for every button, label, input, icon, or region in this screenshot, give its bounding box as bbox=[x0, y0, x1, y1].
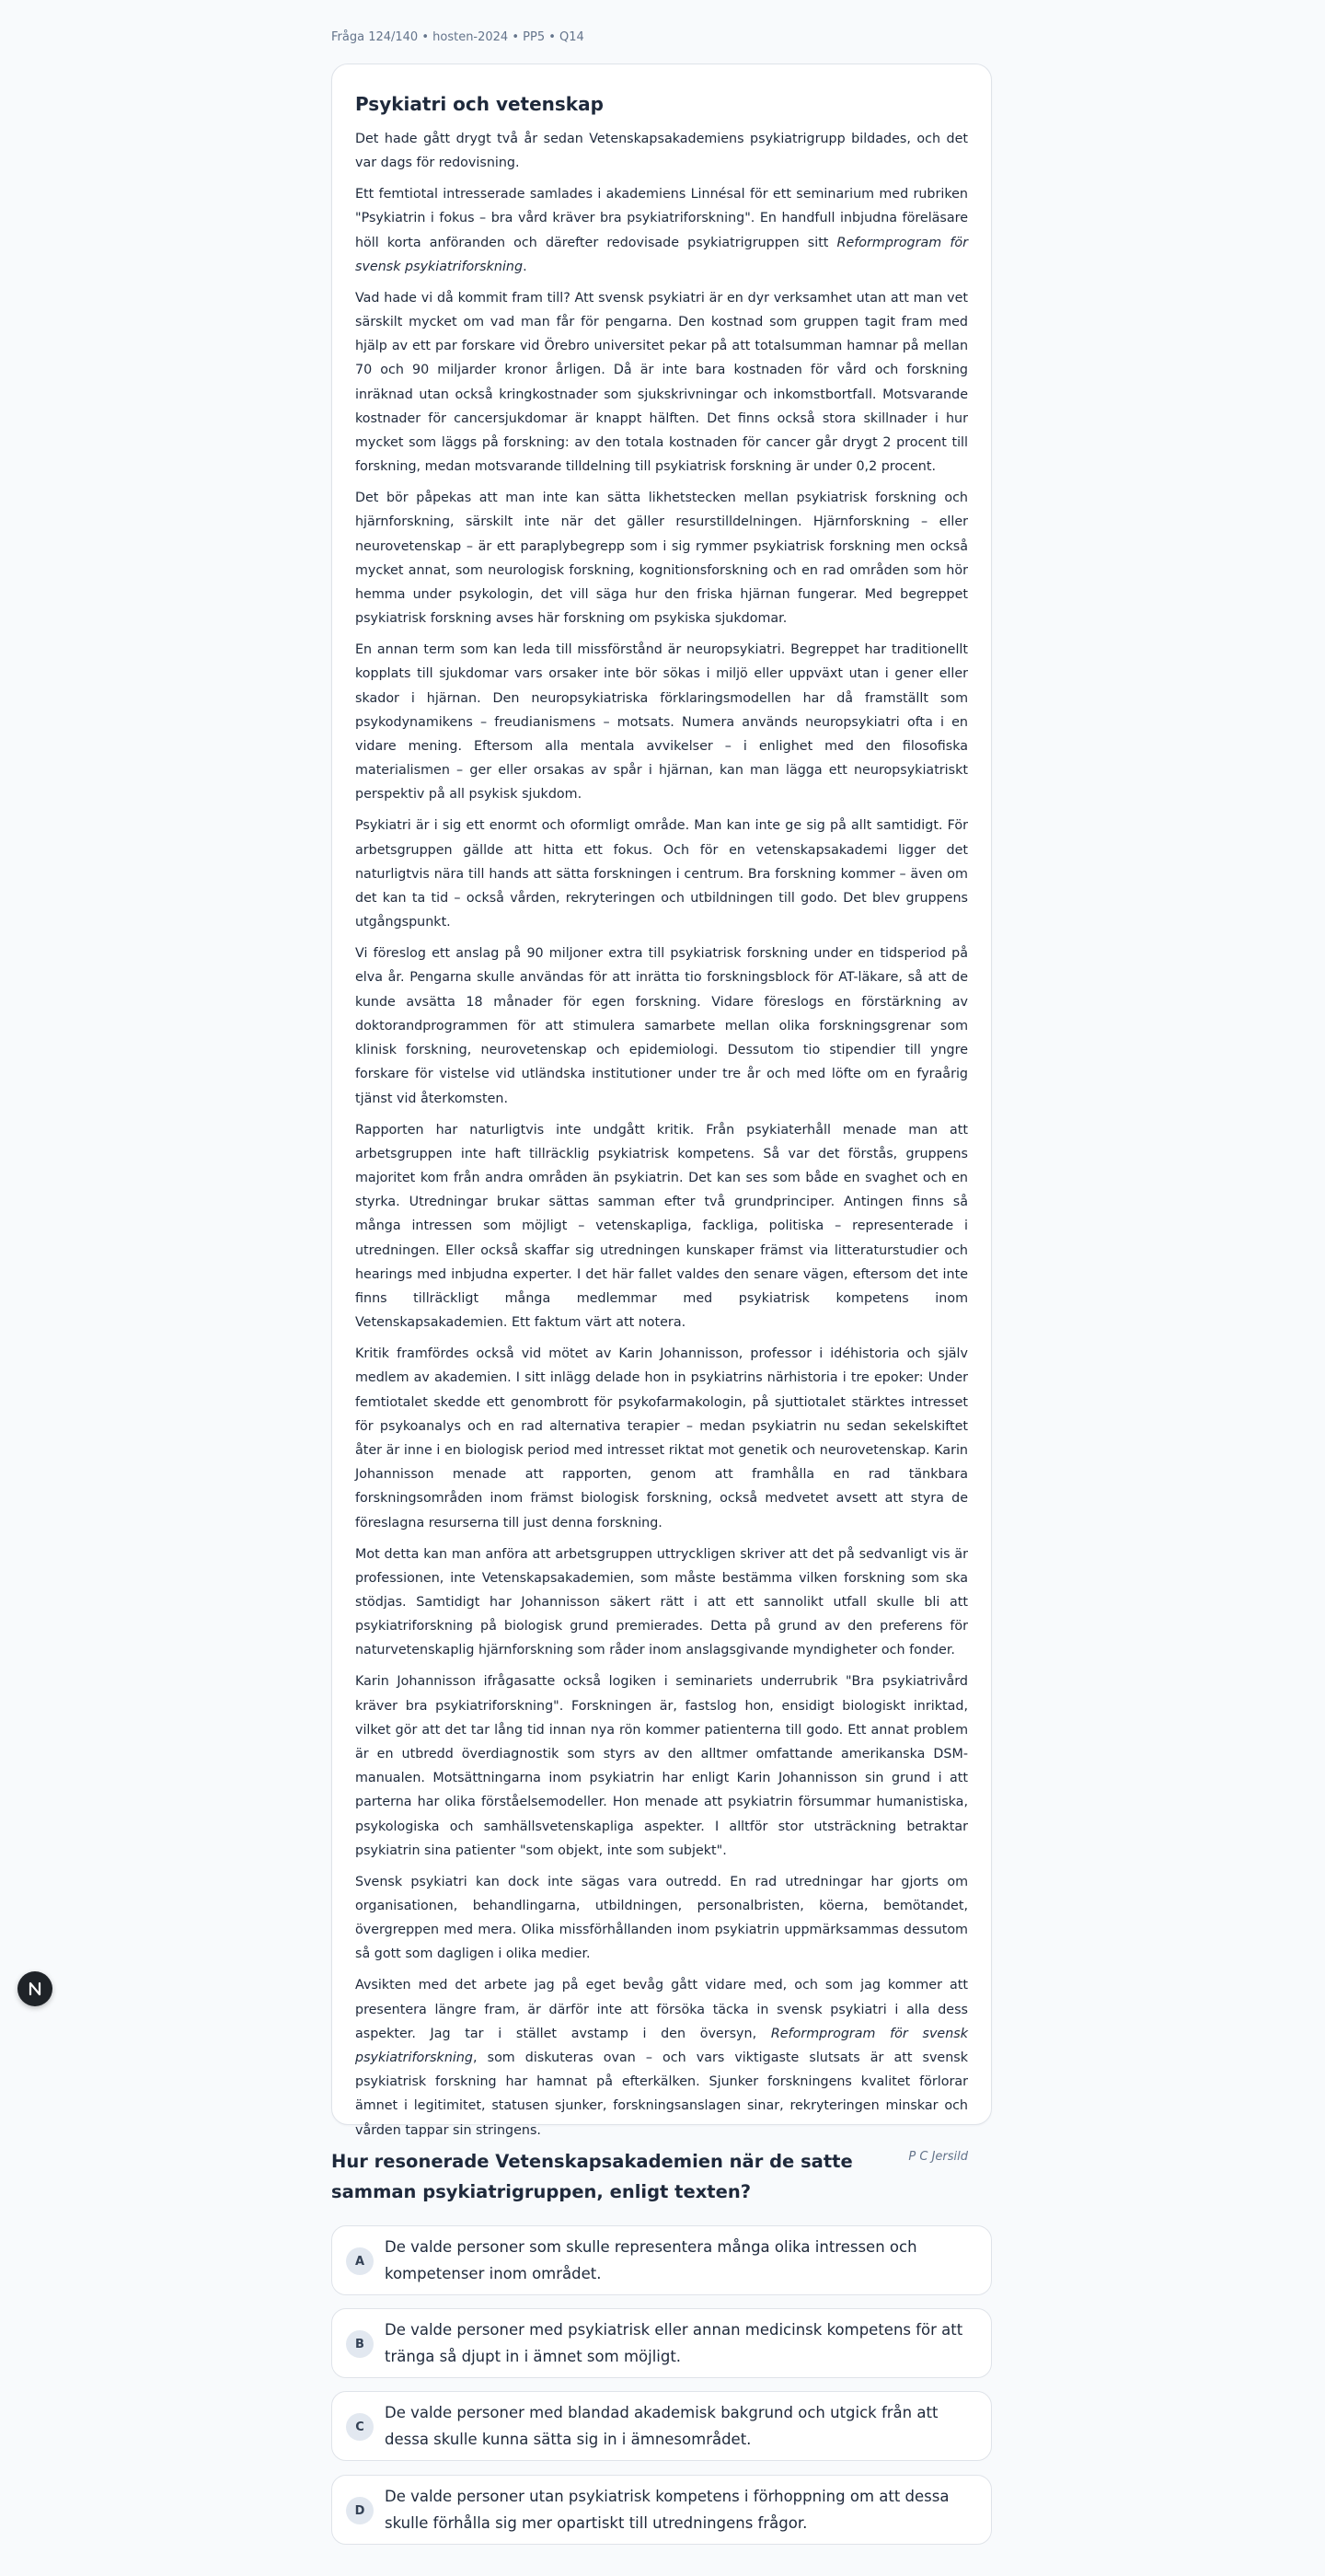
answer-option-c[interactable] bbox=[331, 2391, 992, 2461]
article-signature: P C Jersild bbox=[908, 2149, 968, 2164]
article-emphasis: Reformprogram för svensk psykiatriforskning bbox=[355, 235, 968, 274]
article-paragraph: Kritik framfördes också vid mötet av Karin Johannisson, professor i idéhistoria och själv medlem av akademien. I sitt inlägg delade hon in psykiatrins närhistoria i tre epoker: Under femtiotalet skedde ett genombrott för psykofarmakologin, på sjuttiotalet stärktes intresset för psykoanalys och en rad alternativa terapier – medan psykiatrin nu sedan sekelskiftet åter är inne i en biologisk period med intresset riktat mot genetik och neurovetenskap. Karin Johannisson menade att rapporten, genom att framhålla en rad tänkbara forskningsområden inom främst biologisk forskning, också medvetet avsett att styra de föreslagna resurserna till just denna forskning. bbox=[355, 1346, 968, 1531]
option-letter-badge: B bbox=[346, 2330, 374, 2358]
option-letter-badge: A bbox=[346, 2247, 374, 2275]
option-letter-badge: C bbox=[346, 2413, 374, 2441]
option-text: De valde personer som skulle representera många olika intressen och kompetenser inom området. bbox=[385, 2238, 917, 2282]
question-meta: Fråga 124/140 • hosten-2024 • PP5 • Q14 bbox=[331, 30, 584, 44]
article-card bbox=[331, 64, 992, 2164]
article-paragraph: Mot detta kan man anföra att arbetsgruppen uttryckligen skriver att det på sedvanligt vis är professionen, inte Vetenskapsakademien, som måste bestämma vilken forskning som ska stödjas. Samtidigt har Johannisson säkert rätt i att ett sannolikt utfall skulle bli att psykiatriforskning på biologisk grund premierades. Detta på grund av den preferens för naturvetenskaplig hjärnforskning som råder inom anslagsgivande myndigheter och fonder. bbox=[355, 1546, 968, 1658]
article-paragraph: Svensk psykiatri kan dock inte sägas vara outredd. En rad utredningar har gjorts om organisationen, behandlingarna, utbildningen, personalbristen, köerna, bemötandet, övergreppen med mera. Olika missförhållanden inom psykiatrin uppmärksammas dessutom så gott som dagligen i olika medier. bbox=[355, 1874, 968, 1962]
article-paragraph: Vad hade vi då kommit fram till? Att svensk psykiatri är en dyr verksamhet utan att man vet särskilt mycket om vad man får för pengarna. Den kostnad som gruppen tagit fram med hjälp av ett par forskare vid Örebro universitet pekar på att totalsumman hamnar på mellan 70 och 90 miljarder kronor årligen. Då är inte bara kostnaden för vård och forskning inräknad utan också kringkostnader som sjukskrivningar och inkomstbortfall. Motsvarande kostnader för cancersjukdomar är knappt hälften. Det finns också stora skillnader i hur mycket som läggs på forskning: av den totala kostnaden för cancer går drygt 2 procent till forskning, medan motsvarande tilldelning till psykiatrisk forskning är under 0,2 procent. bbox=[355, 290, 968, 475]
question-text: Hur resonerade Vetenskapsakademien när de satte samman psykiatrigruppen, enligt texten? bbox=[331, 2151, 853, 2202]
article-paragraph: Det bör påpekas att man inte kan sätta likhetstecken mellan psykiatrisk forskning och hjärnforskning, särskilt inte när det gäller resurstilldelningen. Hjärnforskning – eller neurovetenskap – är ett paraplybegrepp som i sig rymmer psykiatrisk forskning men också mycket annat, som neurologisk forskning, kognitionsforskning och en rad områden som hör hemma under psykologin, det vill säga hur den friska hjärnan fungerar. Med begreppet psykiatrisk forskning avses här forskning om psykiska sjukdomar. bbox=[355, 491, 968, 627]
article-paragraph: Psykiatri är i sig ett enormt och oformligt område. Man kan inte ge sig på allt samtidigt. För arbetsgruppen gällde att hitta ett fokus. Och för en vetenskapsakademi ligger det naturligtvis nära till hands att sätta forskningen i centrum. Bra forskning kommer – även om det kan ta tid – också vården, rekryteringen och utbildningen till godo. Det blev gruppens utgångspunkt. bbox=[355, 818, 968, 930]
n-logo-icon bbox=[26, 1980, 44, 1998]
article-emphasis: Reformprogram för svensk psykiatriforskning bbox=[355, 2026, 968, 2065]
answer-option-d[interactable] bbox=[331, 2475, 992, 2545]
article-paragraph: Rapporten har naturligtvis inte undgått kritik. Från psykiaterhåll menade man att arbetsgruppen inte haft tillräcklig psykiatrisk kompetens. Så var det förstås, gruppens majoritet kom från andra områden än psykiatrin. Det kan ses som både en svaghet och en styrka. Utredningar brukar sättas samman efter två grundprinciper. Antingen finns så många intressen som möjligt – vetenskapliga, fackliga, politiska – representerade i utredningen. Eller också skaffar sig utredningen kunskaper främst via litteraturstudier och hearings med inbjudna experter. I det här fallet valdes den senare vägen, eftersom det inte finns tillräckligt många medlemmar med psykiatrisk kompetens inom Vetenskapsakademien. Ett faktum värt att notera. bbox=[355, 1122, 968, 1331]
article-title: Psykiatri och vetenskap bbox=[355, 93, 604, 115]
article-paragraph: Ett femtiotal intresserade samlades i akademiens Linnésal för ett seminarium med rubriken "Psykiatrin i fokus – bra vård kräver bra psykiatriforskning". En handfull inbjudna föreläsare höll korta anföranden och därefter redovisade psykiatrigruppen sitt Reformprogram för svensk psykiatriforskning. bbox=[355, 187, 968, 274]
option-letter-badge: D bbox=[346, 2497, 374, 2524]
article-paragraph: En annan term som kan leda till missförstånd är neuropsykiatri. Begreppet har traditionellt kopplats till sjukdomar vars orsaker inte bör sökas i miljö eller uppväxt utan i gener eller skador i hjärnan. Den neuropsykiatriska förklaringsmodellen har då framställt som psykodynamikens – freudianismens – motsats. Numera används neuropsykiatri ofta i en vidare mening. Eftersom alla mentala avvikelser – i enlighet med den filosofiska materialismen – ger eller orsakas av spår i hjärnan, kan man lägga ett neuropsykiatriskt perspektiv på all psykisk sjukdom. bbox=[355, 642, 968, 803]
article-paragraph: Karin Johannisson ifrågasatte också logiken i seminariets underrubrik "Bra psykiatrivård kräver bra psykiatriforskning". Forskningen är, fastslog hon, ensidigt biologiskt inriktad, vilket gör att det tar lång tid innan nya rön kommer patienterna till godo. Ett annat problem är en utbredd överdiagnostik som styrs av den alltmer omfattande amerikanska DSM-manualen. Motsättningarna inom psykiatrin har enligt Karin Johannisson sin grund i att parterna har olika förståelsemodeller. Hon menade att psykiatrin försummar humanistiska, psykologiska och samhällsvetenskapliga aspekter. I alltför stor utsträckning betraktar psykiatrin sina patienter "som objekt, inte som subjekt". bbox=[355, 1674, 968, 1858]
article-paragraph: Det hade gått drygt två år sedan Vetenskapsakademiens psykiatrigrupp bildades, och det var dags för redovisning. bbox=[355, 132, 968, 171]
answer-option-b[interactable] bbox=[331, 2308, 992, 2378]
answer-option-a[interactable] bbox=[331, 2225, 992, 2295]
floating-action-button[interactable] bbox=[17, 1971, 52, 2006]
article-paragraph: Avsikten med det arbete jag på eget bevåg gått vidare med, och som jag kommer att presentera längre fram, är därför inte att försöka täcka in svensk psykiatri i alla dess aspekter. Jag tar i stället avstamp i den översyn, Reformprogram för svensk psykiatriforskning, som diskuteras ovan – och vars viktigaste slutsats är att svensk psykiatrisk forskning har hamnat på efterkälken. Sjunker forskningens kvalitet förlorar ämnet i legitimitet, statusen sjunker, forskningsanslagen sinar, rekryteringen minskar och vården tappar sin stringens. bbox=[355, 1978, 968, 2138]
option-text: De valde personer med blandad akademisk bakgrund och utgick från att dessa skulle kunna sätta sig in i ämnesområdet. bbox=[385, 2404, 939, 2448]
article-paragraph: Vi föreslog ett anslag på 90 miljoner extra till psykiatrisk forskning under en tidsperiod på elva år. Pengarna skulle användas för att inrätta tio forskningsblock för AT-läkare, så att de kunde avsätta 18 månader för egen forskning. Vidare föreslogs en förstärkning av doktorandprogrammen för att stimulera samarbete mellan olika forskningsgrenar som klinisk forskning, neurovetenskap och epidemiologi. Dessutom tio stipendier till yngre forskare för vistelse vid utländska institutioner under tre år och med löfte om en fyraårig tjänst vid återkomsten. bbox=[355, 946, 968, 1106]
option-text: De valde personer utan psykiatrisk kompetens i förhoppning om att dessa skulle förhålla sig mer opartiskt till utredningens frågor. bbox=[385, 2488, 950, 2532]
option-text: De valde personer med psykiatrisk eller annan medicinsk kompetens för att tränga så djupt in i ämnet som möjligt. bbox=[385, 2321, 963, 2365]
